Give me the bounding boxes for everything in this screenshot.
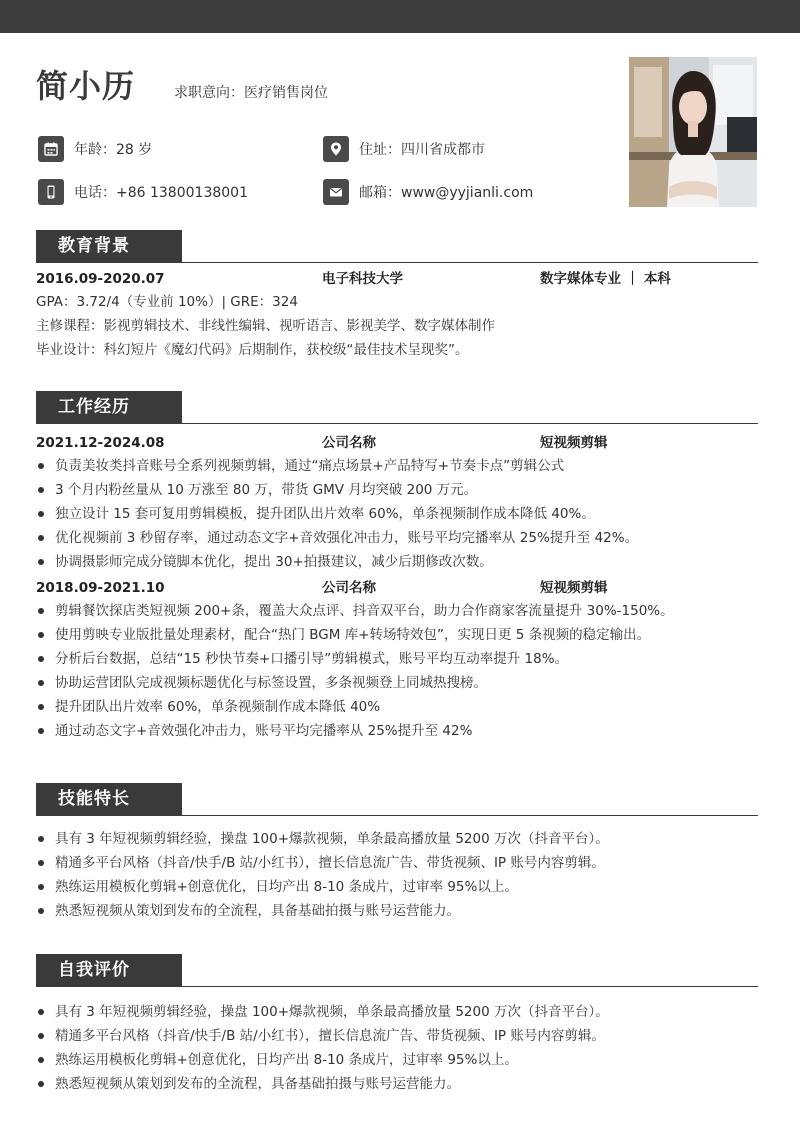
job-period: 2018.09-2021.10 <box>36 580 165 596</box>
list-item: 精通多平台风格（抖音/快手/B 站/小红书），擅长信息流广告、带货视频、IP 账号内容剪辑。 <box>36 1024 758 1048</box>
education-header <box>36 230 758 264</box>
section-title: 自我评价 <box>36 954 182 986</box>
section-title: 技能特长 <box>36 783 182 815</box>
age-text: 年龄：28 岁 <box>74 142 153 158</box>
work-section <box>36 391 758 743</box>
job-entry-header <box>36 432 758 454</box>
self-eval-bullets <box>36 1000 758 1096</box>
list-item: 3 个月内粉丝量从 10 万涨至 80 万，带货 GMV 月均突破 200 万元。 <box>36 478 758 502</box>
list-item: 熟悉短视频从策划到发布的全流程，具备基础拍摄与账号运营能力。 <box>36 899 758 923</box>
phone-text: 电话：+86 13800138001 <box>74 185 248 201</box>
list-item: 优化视频前 3 秒留存率，通过动态文字+音效强化冲击力，账号平均完播率从 25%提升至 42%。 <box>36 526 758 550</box>
list-item: 协调摄影师完成分镜脚本优化，提出 30+拍摄建议，减少后期修改次数。 <box>36 550 758 574</box>
job-bullets <box>36 454 758 574</box>
candidate-name: 简小历 <box>36 67 136 105</box>
school-name: 电子科技大学 <box>322 271 403 287</box>
list-item: 熟练运用模板化剪辑+创意优化，日均产出 8-10 条成片，过审率 95%以上。 <box>36 875 758 899</box>
list-item: 通过动态文字+音效强化冲击力，账号平均完播率从 25%提升至 42% <box>36 719 758 743</box>
section-title: 教育背景 <box>36 230 182 262</box>
list-item: 使用剪映专业版批量处理素材，配合“热门 BGM 库+转场特效包”，实现日更 5 条视频的稳定输出。 <box>36 623 758 647</box>
address-text: 住址：四川省成都市 <box>359 142 485 158</box>
skills-section <box>36 783 758 923</box>
work-header <box>36 391 758 425</box>
profile-photo <box>629 57 757 207</box>
section-divider <box>36 262 758 263</box>
job-role: 短视频剪辑 <box>540 435 608 451</box>
education-period: 2016.09-2020.07 <box>36 271 165 287</box>
section-divider <box>36 815 758 816</box>
list-item: 提升团队出片效率 60%，单条视频制作成本降低 40% <box>36 695 758 719</box>
education-section <box>36 230 758 362</box>
job-period: 2021.12-2024.08 <box>36 435 165 451</box>
email-text: 邮箱：www@yyjianli.com <box>359 185 534 201</box>
info-phone <box>38 179 248 205</box>
list-item: 熟练运用模板化剪辑+创意优化，日均产出 8-10 条成片，过审率 95%以上。 <box>36 1048 758 1072</box>
list-item: 精通多平台风格（抖音/快手/B 站/小红书），擅长信息流广告、带货视频、IP 账号内容剪辑。 <box>36 851 758 875</box>
job-entry-header <box>36 577 758 599</box>
education-entry-header <box>36 268 758 290</box>
job-intent: 求职意向：医疗销售岗位 <box>174 85 328 101</box>
education-line: 毕业设计：科幻短片《魔幻代码》后期制作，获校级“最佳技术呈现奖”。 <box>36 342 469 358</box>
company-name: 公司名称 <box>322 435 376 451</box>
list-item: 独立设计 15 套可复用剪辑模板，提升团队出片效率 60%，单条视频制作成本降低 40%。 <box>36 502 758 526</box>
info-age <box>38 136 152 162</box>
location-pin-icon <box>323 136 349 162</box>
top-bar <box>0 0 800 33</box>
info-address <box>323 136 485 162</box>
major-degree: 数字媒体专业 ｜ 本科 <box>540 271 671 287</box>
calendar-icon <box>38 136 64 162</box>
section-divider <box>36 423 758 424</box>
education-line: 主修课程：影视剪辑技术、非线性编辑、视听语言、影视美学、数字媒体制作 <box>36 318 495 334</box>
skills-header <box>36 783 758 817</box>
mail-icon <box>323 179 349 205</box>
list-item: 分析后台数据，总结“15 秒快节奏+口播引导”剪辑模式，账号平均互动率提升 18%。 <box>36 647 758 671</box>
list-item: 负责美妆类抖音账号全系列视频剪辑，通过“痛点场景+产品特写+节奏卡点”剪辑公式 <box>36 454 758 478</box>
list-item: 具有 3 年短视频剪辑经验，操盘 100+爆款视频，单条最高播放量 5200 万次（抖音平台）。 <box>36 1000 758 1024</box>
list-item: 协助运营团队完成视频标题优化与标签设置，多条视频登上同城热搜榜。 <box>36 671 758 695</box>
list-item: 剪辑餐饮探店类短视频 200+条，覆盖大众点评、抖音双平台，助力合作商家客流量提升 30%-150%。 <box>36 599 758 623</box>
job-bullets <box>36 599 758 743</box>
self-eval-header <box>36 954 758 988</box>
education-line: GPA：3.72/4（专业前 10%）| GRE：324 <box>36 294 298 310</box>
info-email <box>323 179 533 205</box>
company-name: 公司名称 <box>322 580 376 596</box>
skills-bullets <box>36 827 758 923</box>
phone-icon <box>38 179 64 205</box>
job-role: 短视频剪辑 <box>540 580 608 596</box>
section-title: 工作经历 <box>36 391 182 423</box>
list-item: 熟悉短视频从策划到发布的全流程，具备基础拍摄与账号运营能力。 <box>36 1072 758 1096</box>
self-eval-section <box>36 954 758 1096</box>
list-item: 具有 3 年短视频剪辑经验，操盘 100+爆款视频，单条最高播放量 5200 万次（抖音平台）。 <box>36 827 758 851</box>
section-divider <box>36 986 758 987</box>
